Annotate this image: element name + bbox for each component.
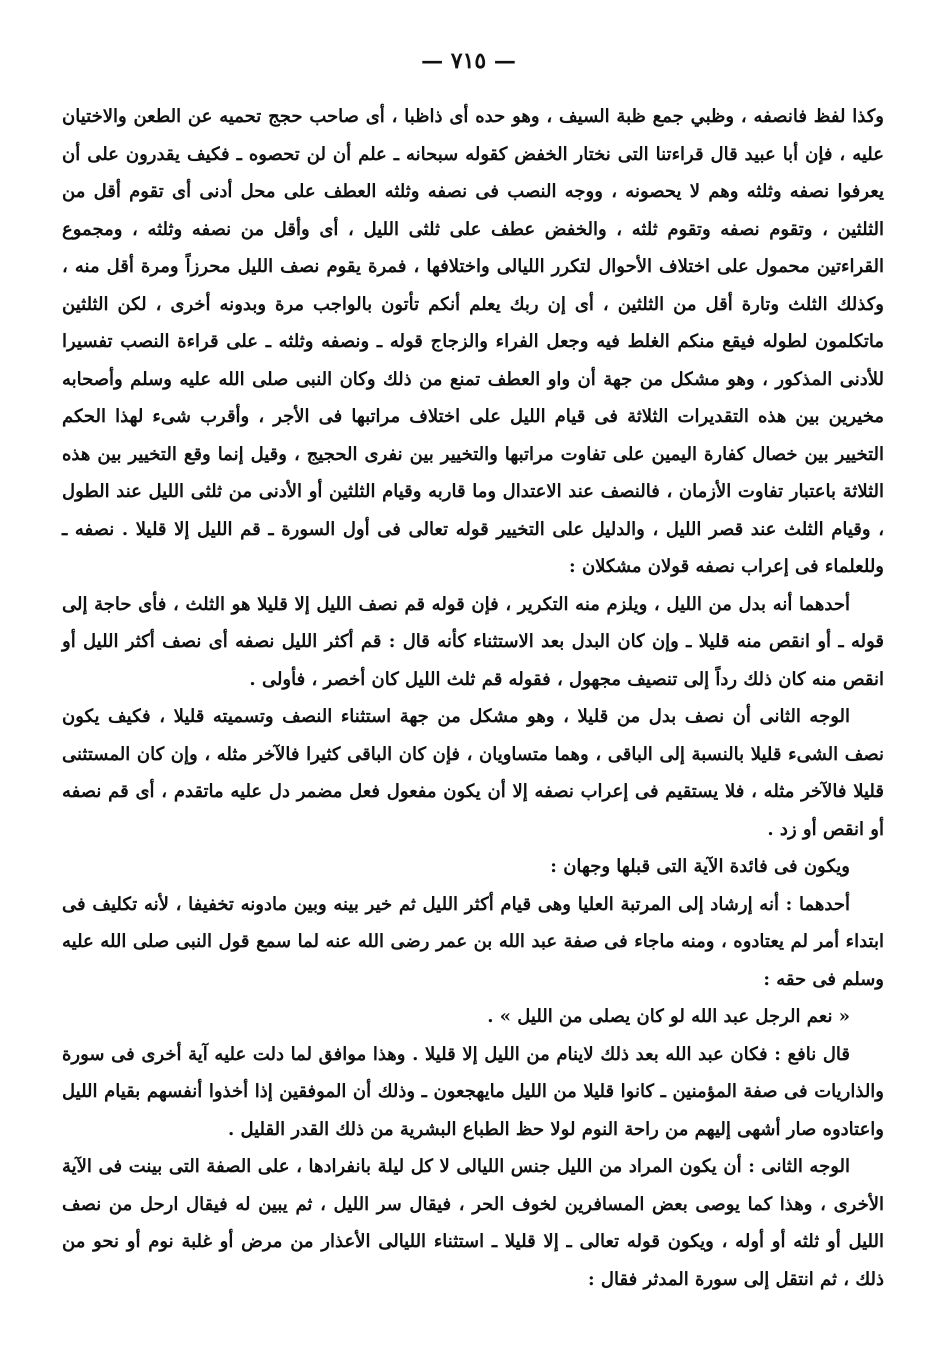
- paragraph-first-aspect: أحدهما : أنه إرشاد إلى المرتبة العليا وهى قيام أكثر الليل ثم خير بينه وبين مادونه تخفيفا ، لأنه تكليف فى ابتداء أمر لم يعتادوه ، ومنه ماجاء فى صفة عبد الله بن عمر رضى الله عنه لما سمع قول النبى صلى الله عليه وسلم فى حقه :: [62, 893, 884, 990]
- paragraph-nafi: قال نافع : فكان عبد الله بعد ذلك لاينام من الليل إلا قليلا . وهذا موافق لما دلت عليه آية أخرى فى سورة والذاريات فى صفة المؤمنين ـ كانوا قليلا من الليل مايهجعون ـ وذلك أن الموفقين إذا أخذوا أنفسهم بقيام الليل واعتادوه صار أشهى إليهم من راحة النوم لولا حظ الطباع البشرية من ذلك القدر القليل .: [62, 1043, 884, 1140]
- body-text: [62, 98, 884, 1298]
- paragraph-second-aspect: الوجه الثانى : أن يكون المراد من الليل جنس الليالى لا كل ليلة بانفرادها ، على الصفة التى بينت فى الآية الأخرى ، وهذا كما يوصى بعض المسافرين لخوف الحر ، فيقال سر الليل ، ثم يبين له فيقال ارحل من نصف الليل أو ثلثه أو أوله ، ويكون قوله تعالى ـ إلا قليلا ـ استثناء الليالى الأعذار من مرض أو غلبة نوم أو نحو من ذلك ، ثم انتقل إلى سورة المدثر فقال :: [62, 1156, 884, 1290]
- paragraph-first-opinion: أحدهما أنه بدل من الليل ، ويلزم منه التكرير ، فإن قوله قم نصف الليل إلا قليلا هو الثلث ، فأى حاجة إلى قوله ـ أو انقص منه قليلا ـ وإن كان البدل بعد الاستثناء كأنه قال : قم أكثر الليل نصفه أى نصف أكثر الليل أو انقص منه كان ذلك رداً إلى تنصيف مجهول ، فقوله قم ثلث الليل كان أخصر ، فأولى .: [62, 593, 884, 690]
- paragraph-second-opinion: الوجه الثانى أن نصف بدل من قليلا ، وهو مشكل من جهة استثناء النصف وتسميته قليلا ، فكيف يكون نصف الشىء قليلا بالنسبة إلى الباقى ، وهما متساويان ، فإن كان الباقى كثيرا فالآخر مثله ، وإن كان المستثنى قليلا فالآخر مثله ، فلا يستقيم فى إعراب نصفه إلا أن يكون مفعول فعل مضمر دل عليه ماتقدم ، أى قم نصفه أو انقص أو زد .: [62, 706, 884, 840]
- paragraph-hadith-quote: « نعم الرجل عبد الله لو كان يصلى من الليل » .: [487, 1006, 850, 1027]
- paragraph-intro: وكذا لفظ فانصفه ، وظبي جمع ظبة السيف ، وهو حده أى ذاظبا ، أى صاحب حجج تحميه عن الطعن والاختيان عليه ، فإن أبا عبيد قال قراءتنا التى نختار الخفض كقوله سبحانه ـ علم أن لن تحصوه ـ فكيف يقدرون على أن يعرفوا نصفه وثلثه وهم لا يحصونه ، ووجه النصب فى نصفه وثلثه العطف على محل أدنى أى تقوم أقل من الثلثين ، وتقوم نصفه وتقوم ثلثه ، والخفض عطف على ثلثى الليل ، أى وأقل من نصفه وثلثه ، ومجموع القراءتين محمول على اختلاف الأحوال لتكرر الليالى واختلافها ، فمرة يقوم نصف الليل محرزاً ومرة أقل منه ، وكذلك الثلث وتارة أقل من الثلثين ، أى إن ربك يعلم أنكم تأتون بالواجب مرة وبدونه أخرى ، لكن الثلثين ماتكلمون لطوله فيقع منكم الغلط فيه وجعل الفراء والزجاج قوله ـ ونصفه وثلثه ـ على قراءة النصب تفسيرا للأدنى المذكور ، وهو مشكل من جهة أن واو العطف تمنع من ذلك وكان النبى صلى الله عليه وسلم وأصحابه مخيرين بين هذه التقديرات الثلاثة فى قيام الليل على اختلاف مراتبها فى الأجر ، وأقرب شىء لهذا الحكم التخيير بين خصال كفارة اليمين على تفاوت مراتبها والتخيير بين نفرى الحجيج ، وقيل إنما وقع التخيير بين هذه الثلاثة باعتبار تفاوت الأزمان ، فالنصف عند الاعتدال وما قاربه وقيام الثلثين أو الأدنى من ثلثى الليل عند الطول ، وقيام الثلث عند قصر الليل ، والدليل على التخيير قوله تعالى فى أول السورة ـ قم الليل إلا قليلا . نصفه ـ وللعلماء فى إعراب نصفه قولان مشكلان :: [62, 106, 884, 577]
- paragraph-two-aspects: ويكون فى فائدة الآية التى قبلها وجهان :: [550, 856, 850, 877]
- page-number: — ٧١٥ —: [421, 48, 516, 74]
